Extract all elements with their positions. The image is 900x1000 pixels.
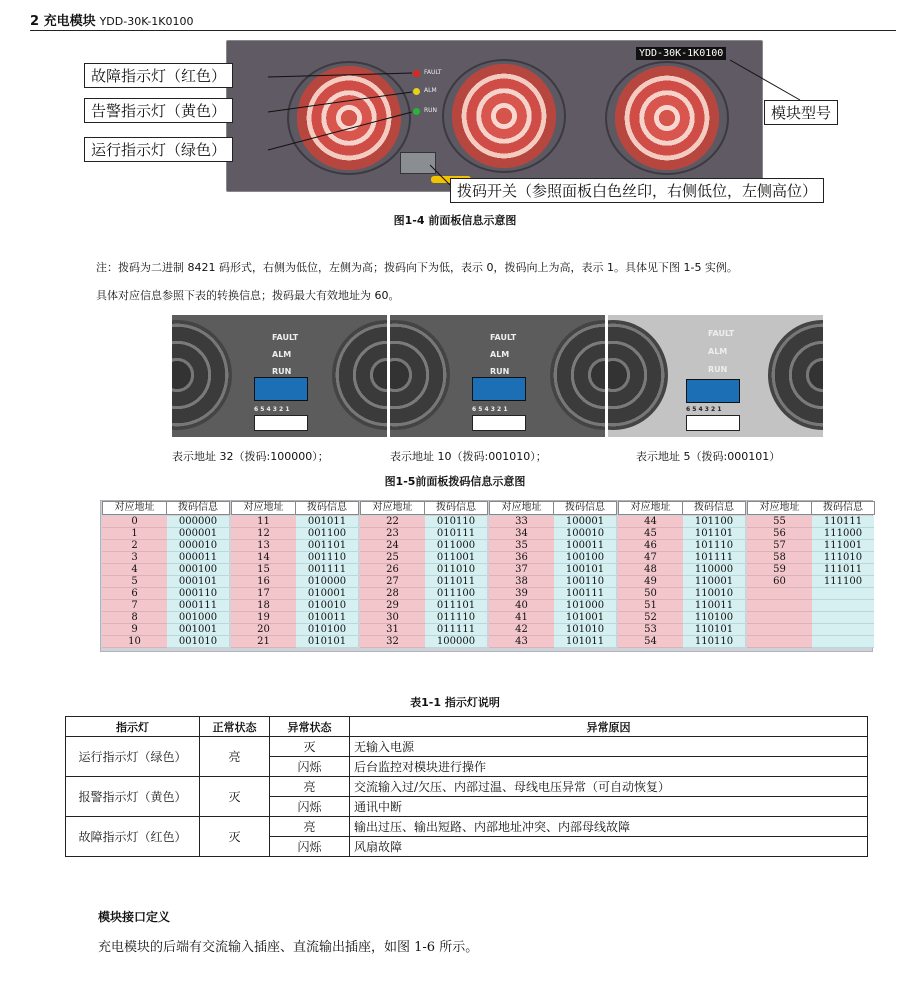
model-callout-line — [730, 60, 800, 100]
code-cell — [812, 636, 874, 648]
code-cell: 011011 — [425, 576, 487, 588]
abnormal-cause: 通讯中断 — [350, 797, 868, 817]
code-cell: 100011 — [554, 540, 616, 552]
dip-grid-icon — [686, 415, 740, 431]
photo-digits: 6 5 4 3 2 1 — [472, 406, 508, 413]
table-header: 异常原因 — [350, 717, 868, 737]
code-cell: 110010 — [683, 588, 745, 600]
code-cell: 001101 — [296, 540, 358, 552]
photo-run-label: RUN — [708, 365, 728, 374]
addr-cell: 60 — [747, 576, 812, 588]
dip-callout: 拨码开关（参照面板白色丝印，右侧低位，左侧高位） — [450, 178, 824, 203]
code-cell — [812, 600, 874, 612]
code-cell: 111000 — [812, 528, 874, 540]
chapter-model: YDD-30K-1K0100 — [99, 15, 194, 28]
table-header: 指示灯 — [66, 717, 200, 737]
addr-cell: 30 — [360, 612, 425, 624]
code-cell: 010110 — [425, 516, 487, 528]
note-line-2: 具体对应信息参照下表的转换信息；拨码最大有效地址为 60。 — [96, 289, 400, 302]
fan-icon — [768, 320, 823, 430]
section-paragraph: 充电模块的后端有交流输入插座、直流输出插座，如图 1-6 所示。 — [98, 940, 479, 955]
code-cell: 100101 — [554, 564, 616, 576]
addr-cell: 9 — [102, 624, 167, 636]
abnormal-state: 亮 — [270, 777, 350, 797]
code-cell: 001110 — [296, 552, 358, 564]
indicator-name: 运行指示灯（绿色） — [66, 737, 200, 777]
normal-state: 灭 — [200, 817, 270, 857]
addr-cell: 37 — [489, 564, 554, 576]
addr-cell: 11 — [231, 516, 296, 528]
addr-cell: 48 — [618, 564, 683, 576]
indicator-name: 故障指示灯（红色） — [66, 817, 200, 857]
addr-cell: 12 — [231, 528, 296, 540]
addr-cell: 58 — [747, 552, 812, 564]
code-cell: 101110 — [683, 540, 745, 552]
abnormal-state: 闪烁 — [270, 757, 350, 777]
code-cell: 100010 — [554, 528, 616, 540]
addr-cell: 42 — [489, 624, 554, 636]
addr-cell: 29 — [360, 600, 425, 612]
photo-alm-label: ALM — [490, 350, 510, 359]
code-cell: 111011 — [812, 564, 874, 576]
code-header: 拨码信息 — [553, 501, 617, 515]
addr-cell: 52 — [618, 612, 683, 624]
run-callout: 运行指示灯（绿色） — [84, 137, 233, 162]
chapter-title: 2 充电模块 — [30, 14, 96, 29]
addr-cell: 6 — [102, 588, 167, 600]
addr-cell: 2 — [102, 540, 167, 552]
code-cell: 111010 — [812, 552, 874, 564]
addr-cell: 59 — [747, 564, 812, 576]
photo-caption-2: 表示地址 10（拨码:001010）； — [390, 450, 547, 463]
photo-run-label: RUN — [272, 367, 292, 376]
addr-cell: 5 — [102, 576, 167, 588]
code-cell: 001010 — [167, 636, 229, 648]
dip-grid-icon — [472, 415, 526, 431]
abnormal-state: 闪烁 — [270, 837, 350, 857]
table-header: 异常状态 — [270, 717, 350, 737]
addr-cell: 32 — [360, 636, 425, 648]
code-cell: 010111 — [425, 528, 487, 540]
dip-photo-2 — [390, 315, 605, 437]
addr-header: 对应地址 — [618, 501, 683, 515]
code-cell: 000011 — [167, 552, 229, 564]
addr-cell: 35 — [489, 540, 554, 552]
code-cell: 111001 — [812, 540, 874, 552]
code-cell: 001000 — [167, 612, 229, 624]
addr-cell: 13 — [231, 540, 296, 552]
photo-fault-label: FAULT — [708, 329, 735, 338]
fan-icon — [172, 320, 232, 430]
code-cell: 101101 — [683, 528, 745, 540]
addr-cell: 15 — [231, 564, 296, 576]
code-cell: 000101 — [167, 576, 229, 588]
address-table — [100, 500, 873, 652]
addr-cell — [747, 600, 812, 612]
addr-cell — [747, 624, 812, 636]
photo-caption-1: 表示地址 32（拨码:100000）； — [172, 450, 329, 463]
figure-1-5-caption: 图1-5前面板拨码信息示意图 — [384, 475, 526, 488]
code-cell: 011110 — [425, 612, 487, 624]
code-cell: 010000 — [296, 576, 358, 588]
fan-icon — [608, 320, 668, 430]
addr-cell: 54 — [618, 636, 683, 648]
code-cell: 100000 — [425, 636, 487, 648]
code-cell: 000001 — [167, 528, 229, 540]
code-header: 拨码信息 — [682, 501, 746, 515]
code-cell: 000111 — [167, 600, 229, 612]
addr-cell: 39 — [489, 588, 554, 600]
addr-cell: 10 — [102, 636, 167, 648]
code-cell: 111100 — [812, 576, 874, 588]
abnormal-cause: 输出过压、输出短路、内部地址冲突、内部母线故障 — [350, 817, 868, 837]
addr-cell: 26 — [360, 564, 425, 576]
addr-cell: 44 — [618, 516, 683, 528]
addr-cell — [747, 636, 812, 648]
code-cell: 001001 — [167, 624, 229, 636]
code-cell: 001111 — [296, 564, 358, 576]
dip-switch-icon — [472, 377, 526, 401]
code-cell: 011000 — [425, 540, 487, 552]
abnormal-state: 闪烁 — [270, 797, 350, 817]
code-cell: 000110 — [167, 588, 229, 600]
dip-photo-1 — [172, 315, 387, 437]
code-cell: 110011 — [683, 600, 745, 612]
alarm-callout-line — [268, 92, 412, 112]
addr-cell: 16 — [231, 576, 296, 588]
code-cell: 011100 — [425, 588, 487, 600]
code-cell — [812, 588, 874, 600]
code-cell: 010010 — [296, 600, 358, 612]
alarm-callout: 告警指示灯（黄色） — [84, 98, 233, 123]
addr-cell: 34 — [489, 528, 554, 540]
addr-cell: 28 — [360, 588, 425, 600]
addr-header: 对应地址 — [747, 501, 812, 515]
fan-icon — [332, 320, 387, 430]
addr-cell: 18 — [231, 600, 296, 612]
dip-switch-icon — [254, 377, 308, 401]
code-cell: 110001 — [683, 576, 745, 588]
code-cell: 110100 — [683, 612, 745, 624]
dip-photo-3 — [608, 315, 823, 437]
code-cell: 100001 — [554, 516, 616, 528]
photo-digits: 6 5 4 3 2 1 — [686, 406, 722, 413]
dip-callout-line — [430, 165, 450, 185]
note-line-1: 注：拨码为二进制 8421 码形式，右侧为低位，左侧为高；拨码向下为低，表示 0，拨码向上为高，表示 1。具体见下图 1-5 实例。 — [96, 261, 738, 274]
code-cell: 101000 — [554, 600, 616, 612]
code-cell: 010101 — [296, 636, 358, 648]
abnormal-state: 灭 — [270, 737, 350, 757]
photo-fault-label: FAULT — [272, 333, 299, 342]
addr-header: 对应地址 — [489, 501, 554, 515]
addr-cell: 43 — [489, 636, 554, 648]
addr-cell: 33 — [489, 516, 554, 528]
code-cell: 010100 — [296, 624, 358, 636]
addr-cell: 57 — [747, 540, 812, 552]
code-cell: 110101 — [683, 624, 745, 636]
code-cell: 101100 — [683, 516, 745, 528]
indicator-name: 报警指示灯（黄色） — [66, 777, 200, 817]
code-cell: 110000 — [683, 564, 745, 576]
addr-cell: 1 — [102, 528, 167, 540]
photo-alm-label: ALM — [272, 350, 292, 359]
addr-cell: 46 — [618, 540, 683, 552]
code-cell — [812, 624, 874, 636]
code-cell: 000100 — [167, 564, 229, 576]
code-cell: 011001 — [425, 552, 487, 564]
alarm-led-label: ALM — [424, 87, 437, 94]
photo-digits: 6 5 4 3 2 1 — [254, 406, 290, 413]
addr-cell: 49 — [618, 576, 683, 588]
code-cell: 000010 — [167, 540, 229, 552]
code-cell: 001011 — [296, 516, 358, 528]
code-cell: 010011 — [296, 612, 358, 624]
code-header: 拨码信息 — [166, 501, 230, 515]
addr-header: 对应地址 — [360, 501, 425, 515]
code-cell: 100110 — [554, 576, 616, 588]
dip-grid-icon — [254, 415, 308, 431]
addr-cell: 56 — [747, 528, 812, 540]
addr-cell: 53 — [618, 624, 683, 636]
normal-state: 灭 — [200, 777, 270, 817]
addr-cell: 25 — [360, 552, 425, 564]
addr-cell: 22 — [360, 516, 425, 528]
addr-cell: 24 — [360, 540, 425, 552]
dip-switch-icon — [686, 379, 740, 403]
fault-callout-line — [268, 73, 412, 77]
code-cell: 100111 — [554, 588, 616, 600]
fault-led-label: FAULT — [424, 69, 442, 76]
addr-cell: 20 — [231, 624, 296, 636]
addr-cell — [747, 612, 812, 624]
fault-callout: 故障指示灯（红色） — [84, 63, 233, 88]
photo-run-label: RUN — [490, 367, 510, 376]
photo-alm-label: ALM — [708, 347, 728, 356]
abnormal-cause: 交流输入过/欠压、内部过温、母线电压异常（可自动恢复） — [350, 777, 868, 797]
model-tag: YDD-30K-1K0100 — [636, 47, 726, 60]
addr-cell: 17 — [231, 588, 296, 600]
table-header: 正常状态 — [200, 717, 270, 737]
section-title: 模块接口定义 — [98, 910, 171, 924]
addr-cell: 8 — [102, 612, 167, 624]
code-cell: 110110 — [683, 636, 745, 648]
fan-icon — [550, 320, 605, 430]
code-cell: 100100 — [554, 552, 616, 564]
code-cell: 010001 — [296, 588, 358, 600]
photo-fault-label: FAULT — [490, 333, 517, 342]
addr-cell: 31 — [360, 624, 425, 636]
code-cell: 101111 — [683, 552, 745, 564]
code-cell — [812, 612, 874, 624]
fan-icon — [390, 320, 450, 430]
code-cell: 101011 — [554, 636, 616, 648]
addr-cell: 50 — [618, 588, 683, 600]
addr-cell: 19 — [231, 612, 296, 624]
addr-header: 对应地址 — [102, 501, 167, 515]
addr-cell: 51 — [618, 600, 683, 612]
model-callout: 模块型号 — [764, 100, 838, 125]
code-cell: 001100 — [296, 528, 358, 540]
addr-cell: 14 — [231, 552, 296, 564]
code-header: 拨码信息 — [811, 501, 875, 515]
code-header: 拨码信息 — [295, 501, 359, 515]
figure-1-4-caption: 图1-4 前面板信息示意图 — [393, 214, 517, 227]
code-cell: 000000 — [167, 516, 229, 528]
abnormal-cause: 风扇故障 — [350, 837, 868, 857]
table-1-1-caption: 表1-1 指示灯说明 — [410, 696, 500, 709]
addr-cell: 23 — [360, 528, 425, 540]
indicator-table — [65, 716, 868, 857]
addr-header: 对应地址 — [231, 501, 296, 515]
addr-cell: 3 — [102, 552, 167, 564]
photo-caption-3: 表示地址 5（拨码:000101） — [636, 450, 781, 463]
code-cell: 011111 — [425, 624, 487, 636]
addr-cell: 40 — [489, 600, 554, 612]
addr-cell: 47 — [618, 552, 683, 564]
abnormal-cause: 后台监控对模块进行操作 — [350, 757, 868, 777]
abnormal-state: 亮 — [270, 817, 350, 837]
addr-cell — [747, 588, 812, 600]
addr-cell: 55 — [747, 516, 812, 528]
addr-cell: 0 — [102, 516, 167, 528]
code-cell: 101010 — [554, 624, 616, 636]
addr-cell: 7 — [102, 600, 167, 612]
addr-cell: 45 — [618, 528, 683, 540]
addr-cell: 21 — [231, 636, 296, 648]
run-callout-line — [268, 112, 412, 150]
code-header: 拨码信息 — [424, 501, 488, 515]
addr-cell: 38 — [489, 576, 554, 588]
addr-cell: 4 — [102, 564, 167, 576]
normal-state: 亮 — [200, 737, 270, 777]
addr-cell: 36 — [489, 552, 554, 564]
run-led-label: RUN — [424, 107, 438, 114]
code-cell: 110111 — [812, 516, 874, 528]
addr-cell: 27 — [360, 576, 425, 588]
abnormal-cause: 无输入电源 — [350, 737, 868, 757]
addr-cell: 41 — [489, 612, 554, 624]
code-cell: 011010 — [425, 564, 487, 576]
code-cell: 011101 — [425, 600, 487, 612]
code-cell: 101001 — [554, 612, 616, 624]
